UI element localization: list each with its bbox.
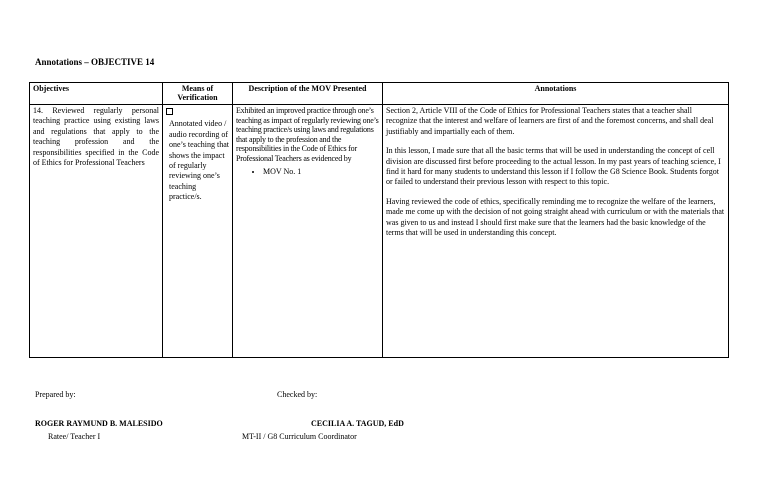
- header-objectives: Objectives: [30, 83, 163, 105]
- prepared-by-label: Prepared by:: [35, 390, 76, 399]
- checkbox-icon: [166, 108, 173, 115]
- mov-list: [236, 167, 379, 177]
- checker-role: MT-II / G8 Curriculum Coordinator: [242, 432, 357, 441]
- preparer-role: Ratee/ Teacher I: [48, 432, 101, 441]
- checked-by-label: Checked by:: [277, 390, 318, 399]
- description-cell: [233, 105, 383, 358]
- mov-list-item: • MOV No. 1: [263, 167, 379, 177]
- table-header-row: [30, 83, 729, 105]
- header-description-mov: Description of the MOV Presented: [233, 83, 383, 105]
- checker-name: CECILIA A. TAGUD, EdD: [311, 419, 404, 428]
- annotation-paragraph-1: Section 2, Article VIII of the Code of Ethics for Professional Teachers states that a teacher shall recognize that the interest and welfare of learners are first of and the foremost concerns, and shall deal justifiably and impartially each of them.: [386, 106, 714, 136]
- description-text: Exhibited an improved practice through one’s teaching as impact of regularly reviewing one’s teaching practice/s using laws and regulations that apply to the profession and the responsibilities in the Code of Ethics for Professional Teachers as evidenced by: [236, 106, 379, 163]
- means-text: Annotated video / audio recording of one’s teaching that shows the impact of regularly reviewing one’s teaching practice/s.: [169, 119, 229, 202]
- header-annotations: Annotations: [383, 83, 729, 105]
- annotation-paragraph-3: Having reviewed the code of ethics, specifically reminding me to recognize the welfare of the learners, made me come up with the decision of not going straight ahead with curriculum or with the materials that was given to us and instead I should first make sure that the learners had the basic knowledge of the terms that will be used in understanding this concept.: [386, 196, 725, 237]
- means-cell: [163, 105, 233, 358]
- annotations-cell: [383, 105, 729, 358]
- annotations-table: [29, 82, 729, 358]
- preparer-name: ROGER RAYMUND B. MALESIDO: [35, 419, 163, 428]
- objective-cell: 14. Reviewed regularly personal teaching practice using existing laws and regulations that apply to the teaching profession and the responsibilities specified in the Code of Ethics for Professional Teachers: [30, 105, 163, 358]
- annotation-paragraph-2: In this lesson, I made sure that all the basic terms that will be used in understanding the concept of cell division are discussed first before proceeding to the actual lesson. In my past years of teaching science, I find it hard for many students to understand this lesson if I follow the G8 Science Book. Students forgot or failed to understand their previous lesson with respect to this topic.: [386, 146, 721, 187]
- header-means-of-verification: Means of Verification: [163, 83, 233, 105]
- document-title: Annotations – OBJECTIVE 14: [35, 57, 155, 67]
- table-row: [30, 105, 729, 358]
